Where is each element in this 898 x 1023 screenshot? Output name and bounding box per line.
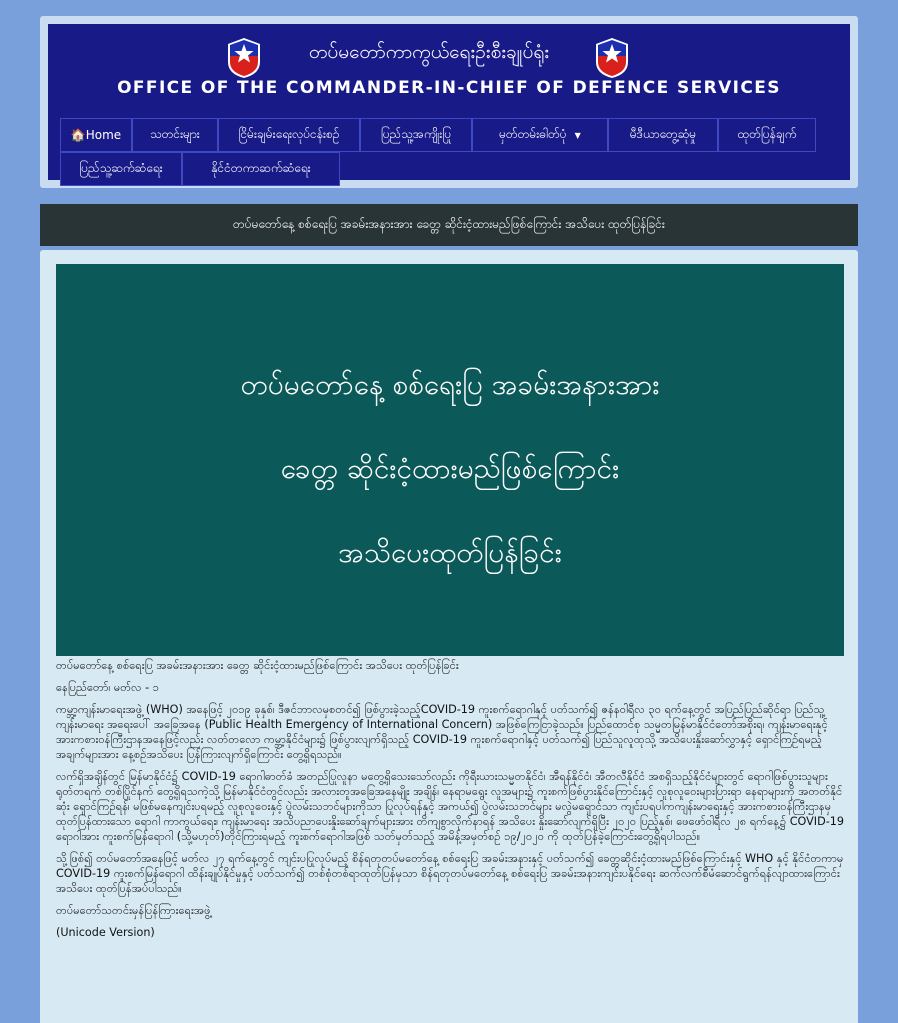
nav-item-media-meeting[interactable] bbox=[608, 118, 718, 152]
header-panel bbox=[48, 24, 850, 180]
article-heading: တပ်မတော်နေ့ စစ်ရေးပြ အခမ်းအနားအား ခေတ္တ ဆိုင်းငံ့ထားမည်ဖြစ်ကြောင်း အသိပေး ထုတ်ပြန်ခြင်း bbox=[56, 659, 459, 672]
article-paragraph: လက်ရှိအချိန်တွင် မြန်မာနိုင်ငံ၌ COVID-19 ရောဂါဓာတ်ခံ အတည်ပြုလူနာ မတွေ့ရှိသေးသော်လည်း ကိုရီးယားသမ္မတနိုင်ငံ၊ အီရန်နိုင်ငံ၊ အီတလီနိုင်ငံ အစရှိသည့်နိုင်ငံများတွင် ရောဂါဖြစ်ပွားသူများ ရုတ်တရက် တစ်ပြိုင်နက် တွေ့ရှိရသကဲ့သို့ မြန်မာနိုင်ငံတွင်လည်း အလားတူအခြေအနေမျိုး အချိန်၊ နေရာမရွေး လူအများ၌ ကူးစက်ဖြစ်ပွားနိုင်ကြောင်းနှင့် လူစုလူဝေးများပြားရာ နေရာများကို အတတ်နိုင်ဆုံး ရှောင်ကြဉ်ရန်၊ မဖြစ်မနေကျင်းပရမည့် လူစုလူဝေးနှင့် ပွဲလမ်းသဘင်များကိုသာ ပြုလုပ်ရန်နှင့် အကယ်၍ ပွဲလမ်းသဘင်များ မလွဲမရှောင်သာ ကျင်းပရပါကကျန်းမာရေးနှင့် အားကစားဝန်ကြီးဌာနမှ ထုတ်ပြန်ထားသော ရောဂါ ကာကွယ်ရေး၊ ကျန်းမာရေး အသိပညာပေးနှိုးဆော်ချက်များအား တိကျစွာလိုက်နာရန် အသိပေး နှိုးဆော်လျက်ရှိပြီး ၂၀၂၀ ပြည့်နှစ်၊ ဖေဖော်ဝါရီလ ၂၈ ရက်နေ့၌ COVID-19 ရောဂါအား ကူးစက်မြန်ရောဂါ (သို့မဟုတ်)တိုင်ကြားရမည့် ကူးစက်ရောဂါအဖြစ် သတ်မှတ်သည့် အမိန့်အမှတ်စဉ် ၁၉/၂၀၂၀ ကို ထုတ်ပြန်ခဲ့ကြောင်းတွေ့ရှိရပါသည်။ bbox=[56, 770, 844, 843]
article-signoff: တပ်မတော်သတင်းမှန်ပြန်ကြားရေးအဖွဲ့ bbox=[56, 904, 211, 917]
article-container bbox=[40, 250, 858, 1023]
site-header bbox=[40, 16, 858, 188]
article-paragraph: ကမ္ဘာ့ကျန်းမာရေးအဖွဲ့ (WHO) အနေဖြင့် ၂၀၁၉ ခုနှစ်၊ ဒီဇင်ဘာလမှစတင်၍ ဖြစ်ပွားခဲ့သည့်COVID-19 ကူးစက်ရောဂါနှင့် ပတ်သက်၍ ဇန်နဝါရီလ ၃၀ ရက်နေ့တွင် အပြည်ပြည်ဆိုင်ရာ ပြည်သူ့ကျန်းမာရေး အရေးပေါ် အခြေအနေ (Public Health Emergency of International Concern) အဖြစ်ကြေငြာခဲ့သည်။ ပြည်ထောင်စု သမ္မတမြန်မာနိုင်ငံတော်အစိုးရ၊ ကျန်းမာရေးနှင့် အားကစားဝန်ကြီးဌာနအနေဖြင့်လည်း လတ်တလော ကမ္ဘာ့နိုင်ငံများ၌ ဖြစ်ပွားလျက်ရှိသည့် COVID-19 ကူးစက်ရောဂါနှင့် ပတ်သက်၍ ပြည်သူလူထုသို့ အသိပေးနှိုးဆော်လွှာနှင့် ရှောင်ကြဉ်ရမည့် အချက်များအား နေ့စဉ်အသိပေး ပြန်ကြားလျက်ရှိကြောင်း တွေ့ရှိရသည်။ bbox=[56, 703, 828, 761]
hero-line-2: ခေတ္တ ဆိုင်းငံ့ထားမည်ဖြစ်ကြောင်း bbox=[280, 452, 620, 485]
dropdown-caret-icon: ▼ bbox=[574, 130, 581, 140]
nav-item-news[interactable] bbox=[132, 118, 218, 152]
nav-home-label: 🏠Home bbox=[70, 128, 122, 142]
article-dateline: နေပြည်တော်၊ မတ်လ - ၁ bbox=[56, 681, 160, 694]
article-paragraph: သို့ဖြစ်၍ တပ်မတော်အနေဖြင့် မတ်လ ၂၇ ရက်နေ့တွင် ကျင်းပပြုလုပ်မည့် စိန်ရတုတပ်မတော်နေ့ စစ်ရေးပြ အခမ်းအနားနှင့် ပတ်သက်၍ ခေတ္တဆိုင်းငံ့ထားမည်ဖြစ်ကြောင်းနှင့် WHO နှင့် နိုင်ငံတကာမှ COVID-19 ကူးစက်မြန်ရောဂါ ထိန်းချုပ်နိုင်မှုနှင့် ပတ်သက်၍ တစ်စုံတစ်ရာထုတ်ပြန်မှသာ စိန်ရတုတပ်မတော်နေ့ စစ်ရေးပြ အခမ်းအနားကျင်းပနိုင်ရေး ဆက်လက်စီမံဆောင်ရွက်ရန်လျာထားကြောင်း အသိပေး ထုတ်ပြန်အပ်ပါသည်။ bbox=[56, 852, 844, 895]
page-title-banner bbox=[40, 204, 858, 246]
nav-media-label: မီဒီယာတွေ့ဆုံမှု bbox=[629, 127, 697, 141]
nav-item-international-relations[interactable] bbox=[182, 152, 340, 186]
article-body bbox=[56, 658, 844, 947]
banner-title: တပ်မတော်နေ့ စစ်ရေးပြ အခမ်းအနားအား ခေတ္တ ဆိုင်းငံ့ထားမည်ဖြစ်ကြောင်း အသိပေး ထုတ်ပြန်ခြင်း bbox=[233, 217, 665, 231]
nav-news-label: သတင်းများ bbox=[150, 127, 200, 141]
hero-line-3: အသိပေးထုတ်ပြန်ခြင်း bbox=[338, 536, 562, 569]
hero-image bbox=[56, 264, 844, 656]
nav-item-statements[interactable] bbox=[718, 118, 816, 152]
nav-international-label: နိုင်ငံတကာဆက်ဆံရေး bbox=[211, 161, 311, 175]
hero-line-1: တပ်မတော်နေ့ စစ်ရေးပြ အခမ်းအနားအား bbox=[240, 368, 660, 401]
nav-item-home[interactable] bbox=[60, 118, 132, 152]
defence-emblem-icon bbox=[226, 36, 262, 80]
article-version-note: (Unicode Version) bbox=[56, 926, 155, 939]
nav-item-photo-records[interactable] bbox=[472, 118, 608, 152]
site-title-myanmar: တပ်မတော်ကာကွယ်ရေးဦးစီးချုပ်ရုံး bbox=[308, 41, 550, 63]
nav-item-public-benefit[interactable] bbox=[360, 118, 472, 152]
nav-peace-label: ငြိမ်းချမ်းရေးလုပ်ငန်းစဉ် bbox=[238, 127, 340, 141]
nav-statements-label: ထုတ်ပြန်ချက် bbox=[737, 127, 797, 141]
nav-public-benefit-label: ပြည်သူ့အကျိုးပြု bbox=[380, 127, 452, 141]
defence-emblem-icon bbox=[594, 36, 630, 80]
nav-item-peace-process[interactable] bbox=[218, 118, 360, 152]
site-title-english: OFFICE OF THE COMMANDER-IN-CHIEF OF DEFENCE SERVICES bbox=[117, 78, 781, 98]
nav-photo-label: မှတ်တမ်းဓါတ်ပုံ bbox=[499, 127, 567, 141]
nav-public-relations-label: ပြည်သူ့ဆက်ဆံရေး bbox=[79, 161, 163, 175]
nav-item-public-relations[interactable] bbox=[60, 152, 182, 186]
